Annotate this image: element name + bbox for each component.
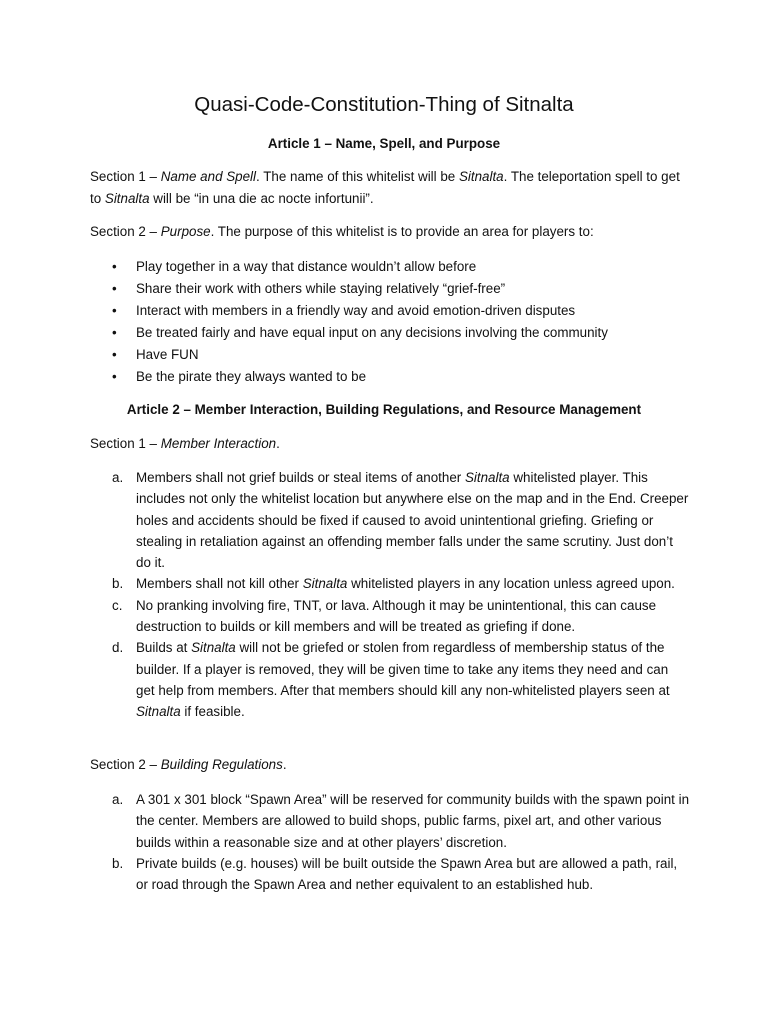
list-item: • Interact with members in a friendly way and avoid emotion-driven disputes: [90, 300, 690, 322]
place-name: Sitnalta: [104, 190, 150, 206]
article-2-section-1: Section 1 – Member Interaction.: [90, 436, 280, 451]
section-label: Section 2 –: [90, 224, 161, 239]
bullet-icon: •: [112, 259, 117, 274]
article-1-heading: Article 1 – Name, Spell, and Purpose: [267, 136, 501, 151]
member-interaction-list: [90, 467, 690, 723]
list-marker: a.: [112, 470, 124, 485]
section-name: Name and Spell: [160, 169, 257, 184]
place-name: Sitnalta: [302, 576, 348, 592]
list-marker: a.: [112, 792, 124, 807]
bullet-icon: •: [112, 347, 117, 362]
article-1-section-2: Section 2 – Purpose. The purpose of this whitelist is to provide an area for players to:: [90, 224, 594, 239]
list-item: • Share their work with others while staying relatively “grief-free”: [90, 278, 690, 300]
list-item: b. Private builds (e.g. houses) will be built outside the Spawn Area but are allowed a path, rail, or road through the Spawn Area and nether equivalent to an established hub.: [90, 853, 690, 896]
list-item: c. No pranking involving fire, TNT, or lava. Although it may be unintentional, this can cause destruction to builds or kill members and will be treated as griefing if done.: [90, 595, 690, 638]
list-marker: d.: [112, 640, 124, 656]
purpose-list: [90, 256, 690, 388]
list-item: • Have FUN: [90, 344, 690, 366]
list-marker: b.: [112, 855, 124, 871]
list-item: a. Members shall not grief builds or steal items of another Sitnalta whitelisted player. This includes not only the whitelist location but anywhere else on the map and in the End. Creeper holes and accidents should be fixed if caused to avoid unintentional griefing. Griefing or stealing in retaliation against an offending member falls under the same scrutiny. Just don’t do it.: [90, 467, 690, 573]
list-item: • Be treated fairly and have equal input on any decisions involving the community: [90, 322, 690, 344]
bullet-icon: •: [112, 325, 117, 340]
list-marker: c.: [112, 597, 123, 613]
list-item: b. Members shall not kill other Sitnalta whitelisted players in any location unless agreed upon.: [90, 573, 690, 594]
place-name: Sitnalta: [458, 169, 504, 184]
article-2-heading: Article 2 – Member Interaction, Building Regulations, and Resource Management: [126, 402, 642, 417]
list-item: d. Builds at Sitnalta will not be griefed or stolen from regardless of membership status of the builder. If a player is removed, they will be given time to take any items they need and can get help from members. After that members should kill any non-whitelisted players seen at Sitnalta if feasible.: [90, 637, 690, 722]
section-label: Section 2 –: [90, 757, 161, 772]
place-name: Sitnalta: [136, 704, 181, 720]
section-label: Section 1 –: [90, 436, 161, 451]
bullet-icon: •: [112, 281, 117, 296]
list-marker: b.: [112, 576, 124, 592]
section-name: Member Interaction: [160, 436, 277, 451]
article-1-section-1: Section 1 – Name and Spell. The name of this whitelist will be Sitnalta. The teleportation spell to get to Sitnalta will be “in una die ac nocte infortunii”.: [90, 169, 680, 206]
section-name: Building Regulations: [160, 757, 283, 772]
place-name: Sitnalta: [464, 470, 510, 485]
building-regulations-list: [90, 789, 690, 895]
place-name: Sitnalta: [191, 640, 236, 656]
list-item: • Be the pirate they always wanted to be: [90, 366, 690, 388]
section-name: Purpose: [160, 224, 211, 239]
article-2-section-2: Section 2 – Building Regulations.: [90, 757, 287, 772]
bullet-icon: •: [112, 303, 117, 318]
document-title: Quasi-Code-Constitution-Thing of Sitnalta: [194, 93, 574, 116]
bullet-icon: •: [112, 369, 117, 384]
list-item: • Play together in a way that distance wouldn’t allow before: [90, 256, 690, 278]
list-item: a. A 301 x 301 block “Spawn Area” will be reserved for community builds with the spawn point in the center. Members are allowed to build shops, public farms, pixel art, and other various builds within a reasonable size and at other players’ discretion.: [90, 789, 690, 853]
section-label: Section 1 –: [90, 169, 161, 184]
